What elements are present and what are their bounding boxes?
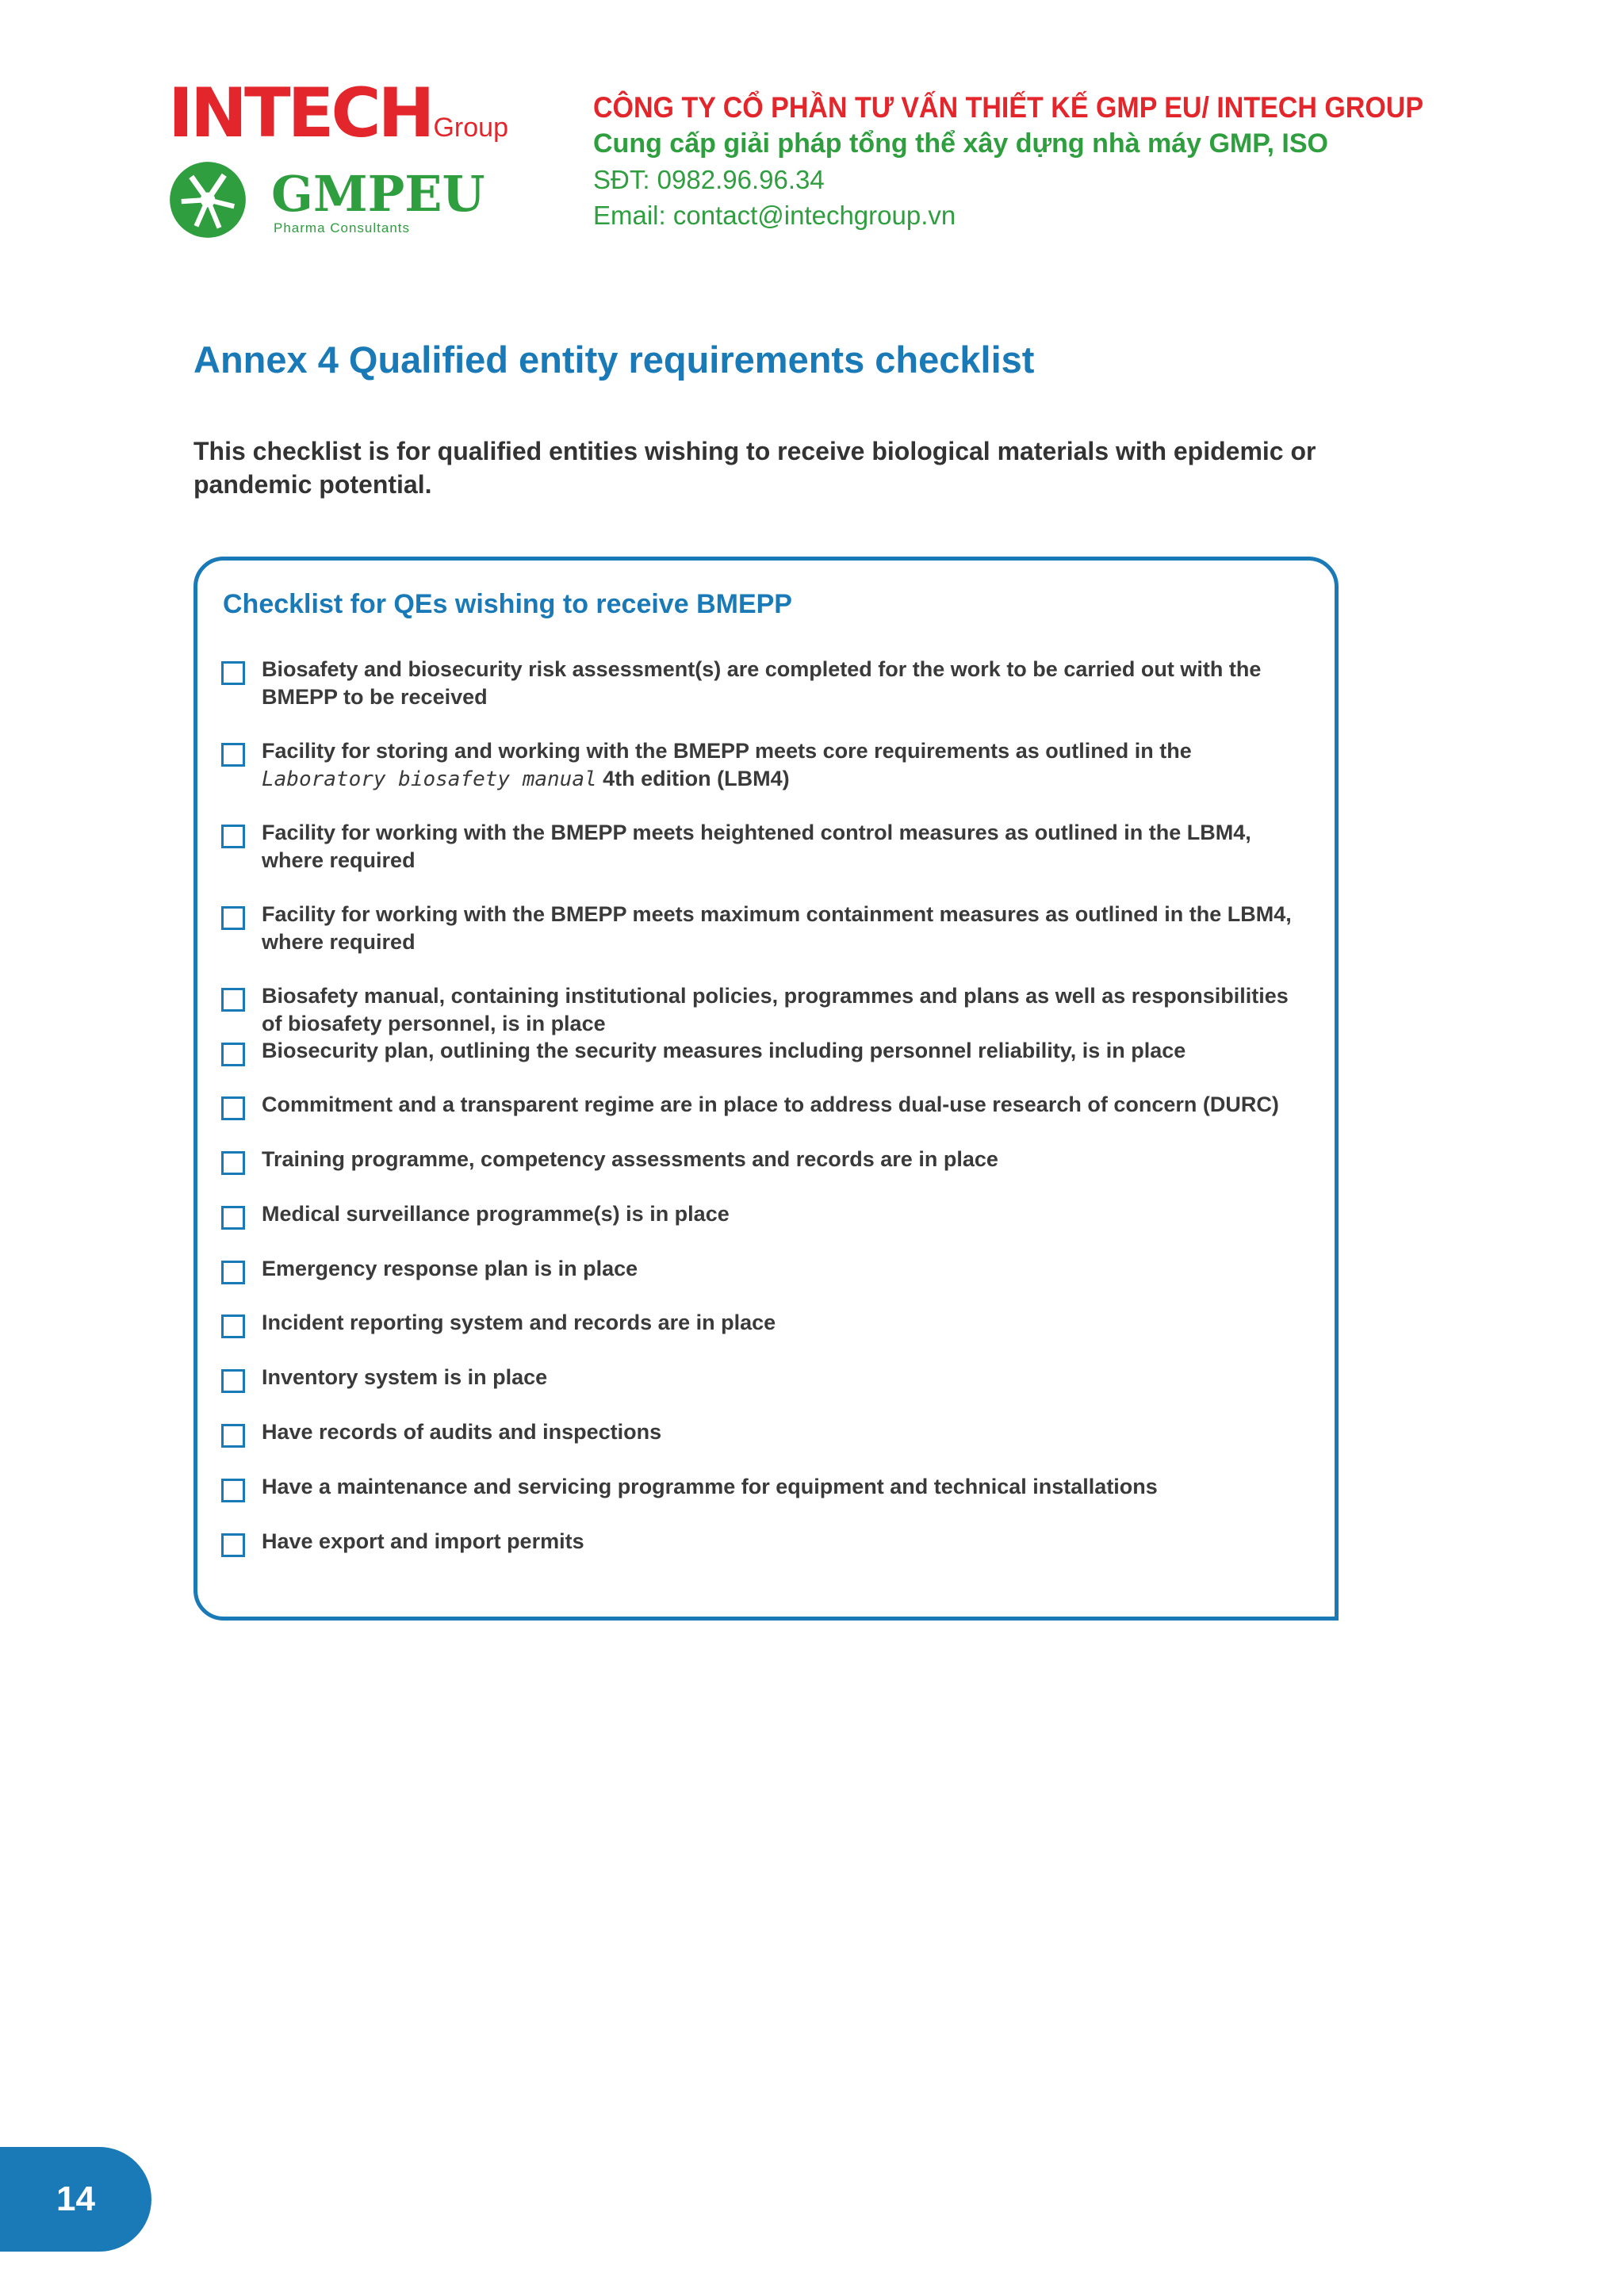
checkbox-icon[interactable] bbox=[221, 825, 245, 848]
checklist-item[interactable] bbox=[221, 1418, 1300, 1448]
checklist-item-label: Medical surveillance programme(s) is in place bbox=[262, 1202, 730, 1226]
checklist-item-text: Facility for storing and working with the BMEPP meets core requirements as outlined in the bbox=[262, 739, 1192, 763]
checklist-item[interactable] bbox=[221, 1364, 1300, 1393]
company-tagline: Cung cấp giải pháp tổng thể xây dựng nhà máy GMP, ISO bbox=[593, 128, 1328, 159]
checkbox-icon[interactable] bbox=[221, 1314, 245, 1338]
checkbox-icon[interactable] bbox=[221, 1261, 245, 1284]
intech-logo-group: Group bbox=[433, 113, 508, 143]
checklist-item-label: Have export and import permits bbox=[262, 1529, 584, 1553]
checklist-item[interactable] bbox=[221, 901, 1300, 956]
checklist-item[interactable] bbox=[221, 737, 1300, 794]
checkbox-icon[interactable] bbox=[221, 1151, 245, 1175]
checklist-item-label: Biosecurity plan, outlining the security measures including personnel reliability, is in place bbox=[262, 1039, 1186, 1062]
checkbox-icon[interactable] bbox=[221, 1043, 245, 1066]
checklist-item-label: Biosafety and biosecurity risk assessment(s) are completed for the work to be carried out with the BMEPP to be received bbox=[262, 657, 1262, 709]
company-email: Email: contact@intechgroup.vn bbox=[593, 201, 956, 230]
checklist-item-label: Facility for working with the BMEPP meets heightened control measures as outlined in the LBM4, where required bbox=[262, 821, 1251, 872]
checklist-item[interactable] bbox=[221, 1528, 1300, 1557]
gmpeu-logo-subtitle: Pharma Consultants bbox=[274, 220, 411, 235]
checkbox-icon[interactable] bbox=[221, 743, 245, 767]
company-info bbox=[593, 91, 1424, 230]
gmpeu-logo: GMPEU bbox=[271, 165, 485, 223]
checkbox-icon[interactable] bbox=[221, 661, 245, 685]
checklist-card bbox=[193, 557, 1339, 1621]
checklist-item-label: Emergency response plan is in place bbox=[262, 1257, 638, 1280]
checklist-item[interactable] bbox=[221, 1255, 1300, 1284]
intech-logo: INTECHGroup bbox=[168, 74, 508, 153]
checklist-item[interactable] bbox=[221, 1091, 1300, 1120]
checkbox-icon[interactable] bbox=[221, 1479, 245, 1502]
checklist-item-label: Training programme, competency assessments and records are in place bbox=[262, 1147, 998, 1171]
checklist-title: Checklist for QEs wishing to receive BMEPP bbox=[223, 589, 792, 619]
checklist-item-label: Have records of audits and inspections bbox=[262, 1420, 662, 1444]
checklist-item[interactable] bbox=[221, 1037, 1300, 1066]
checklist-item[interactable] bbox=[221, 656, 1300, 711]
checklist-item[interactable] bbox=[221, 1473, 1300, 1502]
manual-edition: 4th edition (LBM4) bbox=[596, 767, 790, 790]
gmpeu-emblem-icon bbox=[167, 159, 249, 241]
checklist-item[interactable] bbox=[221, 1146, 1300, 1175]
intro-text: This checklist is for qualified entities wishing to receive biological materials with epidemic or pandemic potential. bbox=[193, 437, 1316, 499]
checkbox-icon[interactable] bbox=[221, 1533, 245, 1557]
checklist-item-label: Inventory system is in place bbox=[262, 1365, 548, 1389]
checklist-item-label: Commitment and a transparent regime are in place to address dual-use research of concern (DURC) bbox=[262, 1093, 1279, 1116]
checklist-item-label: Incident reporting system and records are in place bbox=[262, 1311, 776, 1334]
checklist-item-label bbox=[262, 737, 1300, 794]
checklist-item-label: Biosafety manual, containing institutional policies, programmes and plans as well as responsibilities of biosafety personnel, is in place bbox=[262, 984, 1289, 1035]
checkbox-icon[interactable] bbox=[221, 988, 245, 1012]
company-phone: SĐT: 0982.96.96.34 bbox=[593, 165, 825, 194]
page-number: 14 bbox=[0, 2147, 151, 2252]
checklist-item[interactable] bbox=[221, 1309, 1300, 1338]
manual-title: Laboratory biosafety manual bbox=[262, 767, 597, 791]
checkbox-icon[interactable] bbox=[221, 1369, 245, 1393]
checklist-item-label: Facility for working with the BMEPP meets maximum containment measures as outlined in the LBM4, where required bbox=[262, 902, 1292, 954]
checkbox-icon[interactable] bbox=[221, 1206, 245, 1230]
checklist-item[interactable] bbox=[221, 982, 1300, 1038]
checkbox-icon[interactable] bbox=[221, 1096, 245, 1120]
checklist-item[interactable] bbox=[221, 1200, 1300, 1230]
checkbox-icon[interactable] bbox=[221, 1424, 245, 1448]
checkbox-icon[interactable] bbox=[221, 906, 245, 930]
company-name: CÔNG TY CỔ PHẦN TƯ VẤN THIẾT KẾ GMP EU/ INTECH GROUP bbox=[593, 91, 1424, 124]
checklist-item[interactable] bbox=[221, 819, 1300, 874]
checklist-item-label: Have a maintenance and servicing programme for equipment and technical installations bbox=[262, 1475, 1158, 1498]
page-title: Annex 4 Qualified entity requirements checklist bbox=[193, 339, 1035, 381]
